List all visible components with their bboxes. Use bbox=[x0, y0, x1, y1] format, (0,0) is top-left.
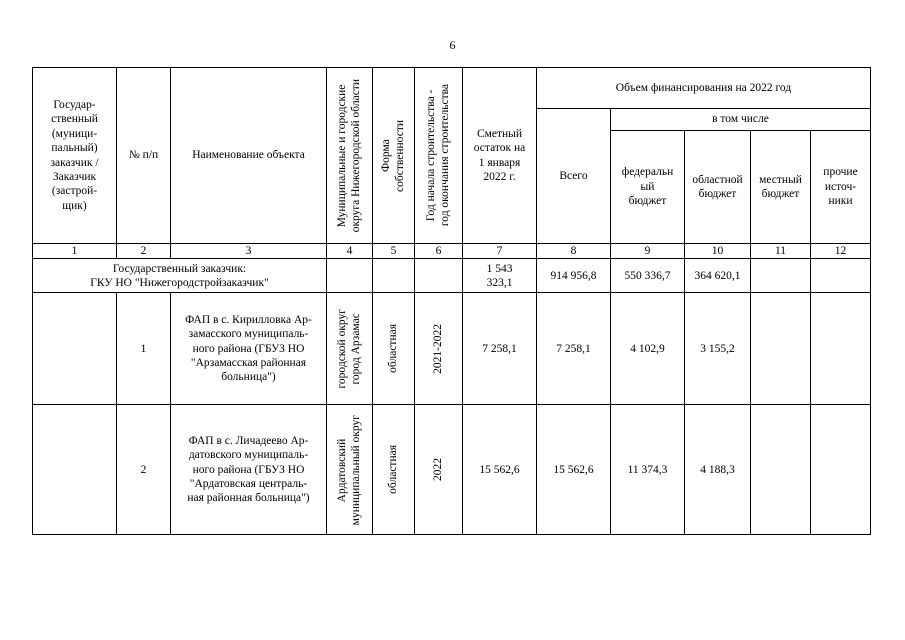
row-municipality bbox=[327, 405, 373, 535]
column-number: 7 bbox=[463, 244, 537, 259]
column-number: 11 bbox=[751, 244, 811, 259]
group-regional: 364 620,1 bbox=[685, 259, 751, 293]
header-object-name: Наименование объекта bbox=[171, 68, 327, 244]
column-number: 10 bbox=[685, 244, 751, 259]
header-federal: федеральн ый бюджет bbox=[611, 131, 685, 244]
column-number: 9 bbox=[611, 244, 685, 259]
row-estimate: 7 258,1 bbox=[463, 293, 537, 405]
empty-cell bbox=[811, 293, 871, 405]
empty-cell bbox=[811, 405, 871, 535]
group-federal: 550 336,7 bbox=[611, 259, 685, 293]
row-ownership-text: областная bbox=[386, 445, 399, 495]
table-row bbox=[33, 293, 871, 405]
empty-cell bbox=[33, 405, 117, 535]
financing-table bbox=[32, 67, 871, 535]
row-municipality-text: Ардатовский муниципальный округ bbox=[335, 414, 362, 526]
column-number: 1 bbox=[33, 244, 117, 259]
row-years-text: 2021-2022 bbox=[431, 323, 444, 374]
header-years-text: Год начала строительства - год окончания строительства bbox=[424, 84, 451, 227]
header-including: в том числе bbox=[611, 109, 871, 131]
header-funding: Объем финансирования на 2022 год bbox=[537, 68, 871, 109]
empty-cell bbox=[751, 405, 811, 535]
row-ownership bbox=[373, 293, 415, 405]
column-number: 6 bbox=[415, 244, 463, 259]
header-customer: Государ- ственный (муници- пальный) заказчик / Заказчик (застрой- щик) bbox=[33, 68, 117, 244]
header-other: прочие источ- ники bbox=[811, 131, 871, 244]
row-municipality bbox=[327, 293, 373, 405]
row-total: 15 562,6 bbox=[537, 405, 611, 535]
row-ownership-text: областная bbox=[386, 324, 399, 374]
header-ownership-text: Форма собственности bbox=[379, 119, 406, 192]
empty-cell bbox=[751, 293, 811, 405]
row-regional: 3 155,2 bbox=[685, 293, 751, 405]
header-municipality-text: Муниципальные и городские округа Нижегородской области bbox=[335, 78, 362, 233]
row-num: 2 bbox=[117, 405, 171, 535]
row-total: 7 258,1 bbox=[537, 293, 611, 405]
row-object-name: ФАП в с. Личадеево Ар- датовского муниципаль- ного района (ГБУЗ НО "Ардатовская централь- ная районная больница") bbox=[171, 405, 327, 535]
empty-cell bbox=[751, 259, 811, 293]
column-number: 12 bbox=[811, 244, 871, 259]
row-municipality-text: городской округ город Арзамас bbox=[335, 309, 362, 389]
table-row bbox=[33, 405, 871, 535]
header-years bbox=[415, 68, 463, 244]
row-federal: 11 374,3 bbox=[611, 405, 685, 535]
header-regional: областной бюджет bbox=[685, 131, 751, 244]
row-num: 1 bbox=[117, 293, 171, 405]
column-number: 3 bbox=[171, 244, 327, 259]
header-ownership bbox=[373, 68, 415, 244]
group-customer-label: Государственный заказчик: ГКУ НО "Нижегородстройзаказчик" bbox=[33, 259, 327, 293]
header-num: № п/п bbox=[117, 68, 171, 244]
header-total: Всего bbox=[537, 109, 611, 244]
row-regional: 4 188,3 bbox=[685, 405, 751, 535]
empty-cell bbox=[415, 259, 463, 293]
empty-cell bbox=[33, 293, 117, 405]
row-years bbox=[415, 405, 463, 535]
row-years-text: 2022 bbox=[431, 458, 444, 482]
empty-cell bbox=[811, 259, 871, 293]
page-number: 6 bbox=[449, 38, 456, 52]
row-object-name: ФАП в с. Кирилловка Ар- замасского муниципаль- ного района (ГБУЗ НО "Арзамасская районная больница") bbox=[171, 293, 327, 405]
column-number: 8 bbox=[537, 244, 611, 259]
row-federal: 4 102,9 bbox=[611, 293, 685, 405]
group-estimate: 1 543 323,1 bbox=[463, 259, 537, 293]
column-number: 5 bbox=[373, 244, 415, 259]
empty-cell bbox=[327, 259, 373, 293]
header-local: местный бюджет bbox=[751, 131, 811, 244]
column-number: 2 bbox=[117, 244, 171, 259]
group-total: 914 956,8 bbox=[537, 259, 611, 293]
row-estimate: 15 562,6 bbox=[463, 405, 537, 535]
row-years bbox=[415, 293, 463, 405]
empty-cell bbox=[373, 259, 415, 293]
row-ownership bbox=[373, 405, 415, 535]
header-estimate: Сметный остаток на 1 января 2022 г. bbox=[463, 68, 537, 244]
group-row bbox=[33, 259, 871, 293]
header-municipality bbox=[327, 68, 373, 244]
column-number: 4 bbox=[327, 244, 373, 259]
